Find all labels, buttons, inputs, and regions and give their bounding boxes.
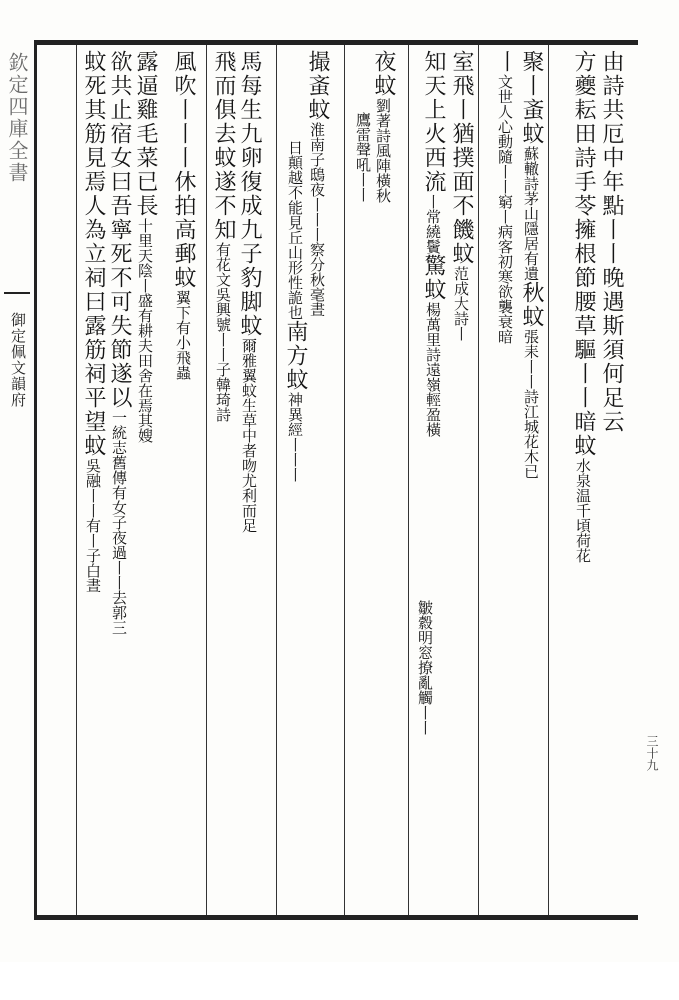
column-text: 欲共止宿女曰吾寧死不可失節遂以 <box>107 50 132 410</box>
text-column-1 <box>598 50 624 910</box>
column-text: 夜蚊 <box>371 50 396 98</box>
annotation: 爾雅翼蚊生草中者吻尤利而足 <box>240 338 258 533</box>
text-column-17 <box>80 50 106 910</box>
text-column-14 <box>170 50 196 910</box>
entry-term: 南方蚊 <box>283 320 308 392</box>
text-column-4 <box>492 50 518 910</box>
annotation: 蘇轍詩茅山隱居有遺 <box>522 146 540 281</box>
annotation: 水泉温千頃荷花 <box>574 458 592 563</box>
column-rule <box>478 45 479 915</box>
column-text: 飛而俱去蚊遂不知 <box>211 50 236 242</box>
entry-term: 蚉蚊 <box>519 98 544 146</box>
annotation: 楊萬里詩遠嶺輕盈橫 <box>424 302 442 437</box>
column-rule <box>206 45 207 915</box>
annotation: 淮南子鴟夜丨丨丨察分秋毫晝 <box>308 122 326 317</box>
annotation: 日顛越不能見丘山形性詭也 <box>286 140 304 320</box>
entry-term: 暗蚊 <box>571 410 596 458</box>
annotation: 神異經丨丨丨 <box>286 392 304 482</box>
column-rule <box>76 45 77 915</box>
column-text: 知天上火西流 <box>421 50 446 194</box>
text-column-9 <box>350 112 376 972</box>
column-text: 方夔耘田詩手苓擁根節腰草驅丨丨 <box>571 50 596 410</box>
annotation: 文世人心動隨丨丨 <box>496 74 514 194</box>
annotation: 窮丨病客初寒欲襲衰暗 <box>496 194 514 344</box>
annotation: 翼下有小飛蟲 <box>174 290 192 380</box>
column-rule <box>548 45 549 915</box>
column-text: 馬每生九卵復成九子 <box>237 50 262 266</box>
text-column-5 <box>448 50 474 910</box>
entry-term: 驚蚊 <box>421 254 446 302</box>
entry-term: 豹脚蚊 <box>237 266 262 338</box>
annotation: 張耒丨丨詩江城花木已 <box>522 329 540 479</box>
text-column-13 <box>210 50 236 910</box>
page-number: 三十九 <box>645 735 659 771</box>
column-text: 撮蚉蚊 <box>305 50 330 122</box>
text-column-7 <box>412 600 438 900</box>
column-text: 室飛丨猶撲面不 <box>449 50 474 218</box>
annotation: 一統志舊傳有女子夜過丨丨去郭三 <box>110 410 128 635</box>
column-rule <box>276 45 277 915</box>
annotation: 有花文吳興號丨丨子韓琦詩 <box>214 242 232 422</box>
annotation: 皺縠明窓撩亂觸丨丨 <box>416 600 434 735</box>
column-text: 蚊死其筋見焉人為立祠曰露筋祠 <box>81 50 106 386</box>
text-column-11 <box>282 140 308 1000</box>
annotation: 范成大詩丨 <box>452 266 470 341</box>
entry-term: 平望蚊 <box>81 386 106 458</box>
entry-term: 饑蚊 <box>449 218 474 266</box>
annotation: 吳融丨丨有丨子白晝 <box>84 458 102 593</box>
annotation: 鷹雷聲吼丨丨 <box>354 112 372 202</box>
column-text: 露逼雞毛菜已長 <box>133 50 158 218</box>
annotation: 十里天陰丨盛有耕夫田舍在焉其嫂 <box>136 218 154 443</box>
column-text: 風吹丨丨丨休拍 <box>171 50 196 218</box>
column-text: 由詩共厄中年點丨丨晚遇斯須何足云 <box>599 50 624 434</box>
column-rule <box>408 45 409 915</box>
column-rule <box>344 45 345 915</box>
text-column-16 <box>106 50 132 910</box>
annotation: 丨常繞鬢 <box>424 194 442 254</box>
gutter-divider <box>4 292 30 294</box>
annotation: 劉著詩風陣橫秋 <box>374 98 392 203</box>
margin-title: 欽定四庫全書 <box>5 52 29 184</box>
column-text: 丨 <box>493 50 518 74</box>
margin-book-title: 御定佩文韻府 <box>9 312 27 408</box>
entry-term: 秋蚊 <box>519 281 544 329</box>
text-column-3 <box>518 50 544 910</box>
text-column-2 <box>570 50 596 910</box>
text-column-12 <box>236 50 262 910</box>
column-text: 聚丨 <box>519 50 544 98</box>
entry-term: 高郵蚊 <box>171 218 196 290</box>
text-column-15 <box>132 50 158 910</box>
